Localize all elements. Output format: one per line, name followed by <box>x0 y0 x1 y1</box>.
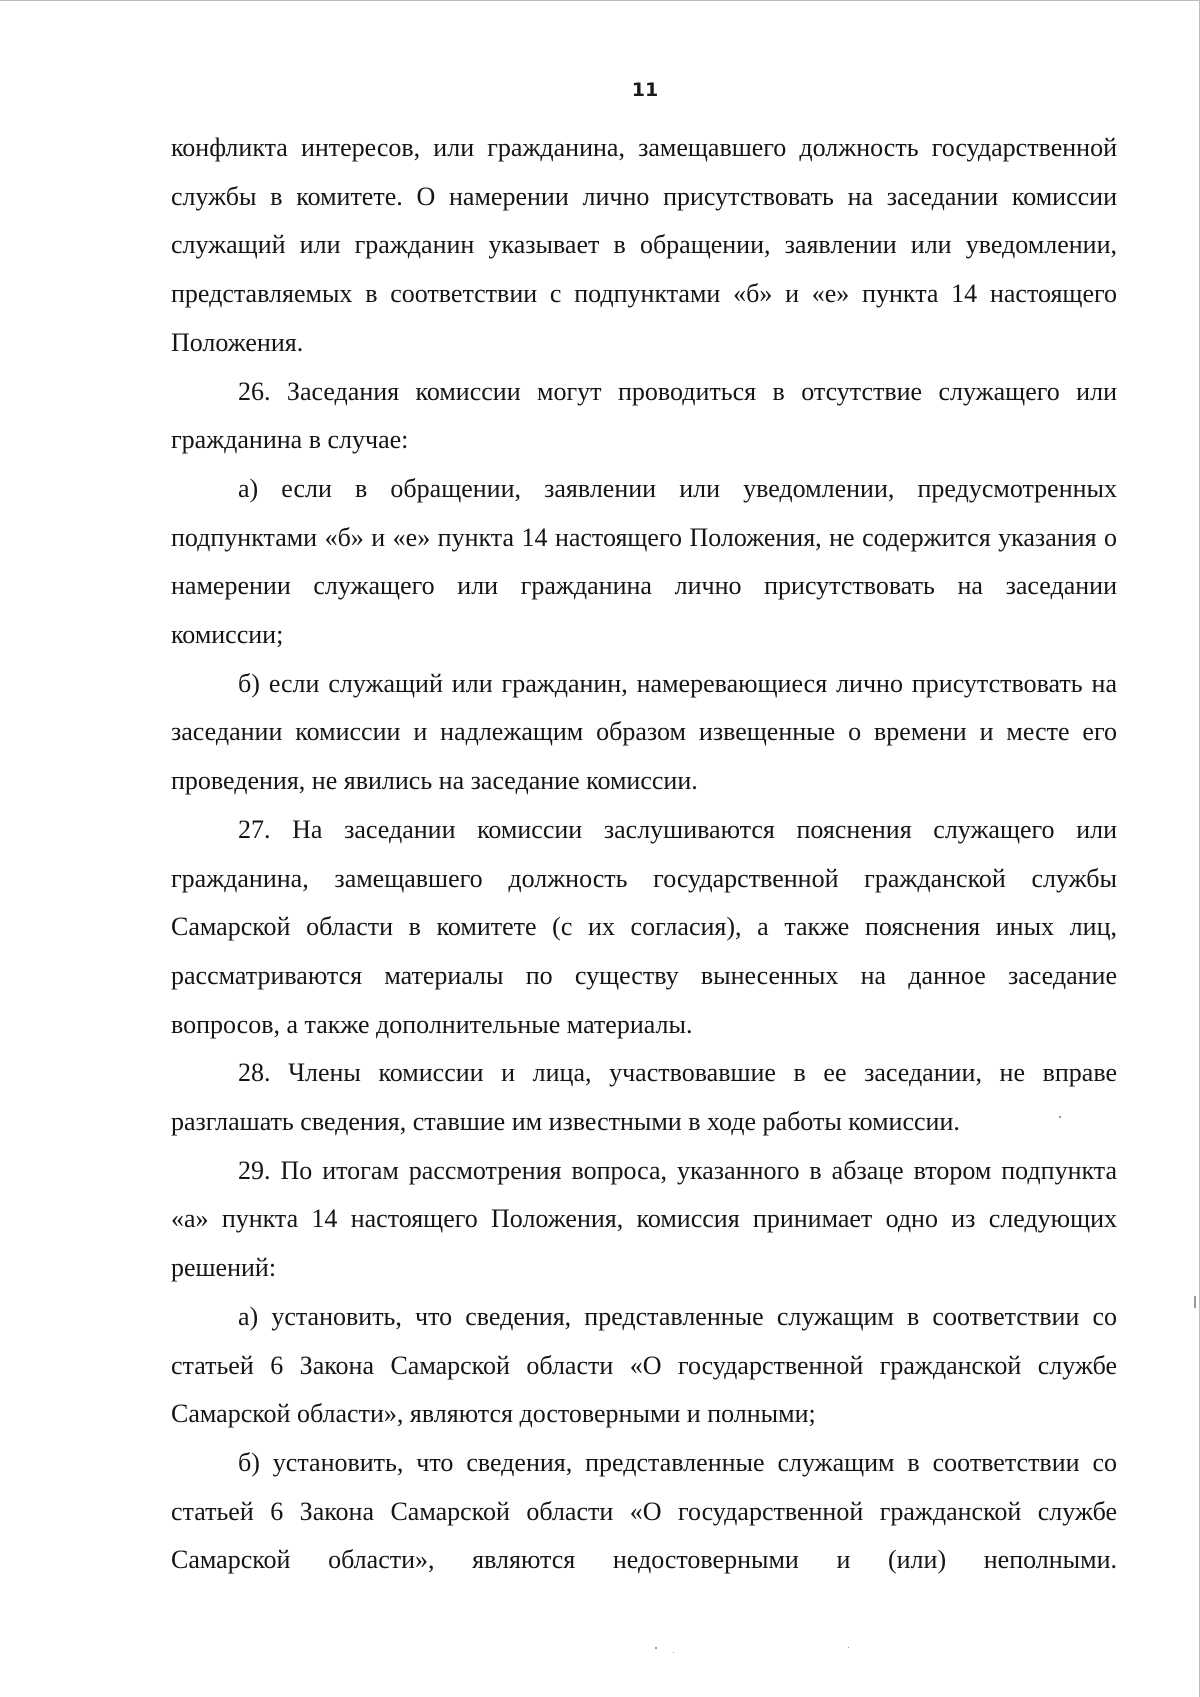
paragraph-28: 28. Члены комиссии и лица, участвовавшие в ее заседании, не вправе разглашать сведения, ставшие им известными в ходе работы комиссии. <box>171 1058 1117 1137</box>
scan-speck <box>673 1652 674 1653</box>
paragraph-26-a: а) если в обращении, заявлении или уведомлении, предусмотренных подпунктами «б» и «е» пункта 14 настоящего Положения, не содержится указания о намерении служащего или гражданина лично присутствовать на заседании комиссии; <box>171 473 1117 650</box>
scan-speck <box>848 1647 849 1648</box>
document-body <box>171 124 1117 1585</box>
scan-speck <box>1194 1296 1196 1308</box>
scan-speck <box>1059 1116 1061 1118</box>
paragraph-continuation: конфликта интересов, или гражданина, замещавшего должность государственной службы в комитете. О намерении лично присутствовать на заседании комиссии служащий или гражданин указывает в обращении, заявлении или уведомлении, представляемых в соответствии с подпунктами «б» и «е» пункта 14 настоящего Положения. <box>171 133 1117 357</box>
page-number: 11 <box>631 79 659 101</box>
paragraph-26: 26. Заседания комиссии могут проводиться в отсутствие служащего или гражданина в случае: <box>171 376 1117 455</box>
scan-speck <box>655 1647 657 1649</box>
paragraph-27: 27. На заседании комиссии заслушиваются пояснения служащего или гражданина, замещавшего должность государственной гражданской службы Самарской области в комитете (с их согласия), а также пояснения иных лиц, рассматриваются материалы по существу вынесенных на данное заседание вопросов, а также дополнительные материалы. <box>171 814 1117 1039</box>
paragraph-29-b: б) установить, что сведения, представленные служащим в соответствии со статьей 6 Закона Самарской области «О государственной гражданской службе Самарской области», являются недостоверными и (или) неполными. <box>171 1447 1117 1575</box>
paragraph-29-a: а) установить, что сведения, представленные служащим в соответствии со статьей 6 Закона Самарской области «О государственной гражданской службе Самарской области», являются достоверными и полными; <box>171 1301 1117 1429</box>
paragraph-29: 29. По итогам рассмотрения вопроса, указанного в абзаце втором подпункта «а» пункта 14 настоящего Положения, комиссия принимает одно из следующих решений: <box>171 1155 1117 1283</box>
paragraph-26-b: б) если служащий или гражданин, намеревающиеся лично присутствовать на заседании комиссии и надлежащим образом извещенные о времени и месте его проведения, не явились на заседание комиссии. <box>171 668 1117 796</box>
